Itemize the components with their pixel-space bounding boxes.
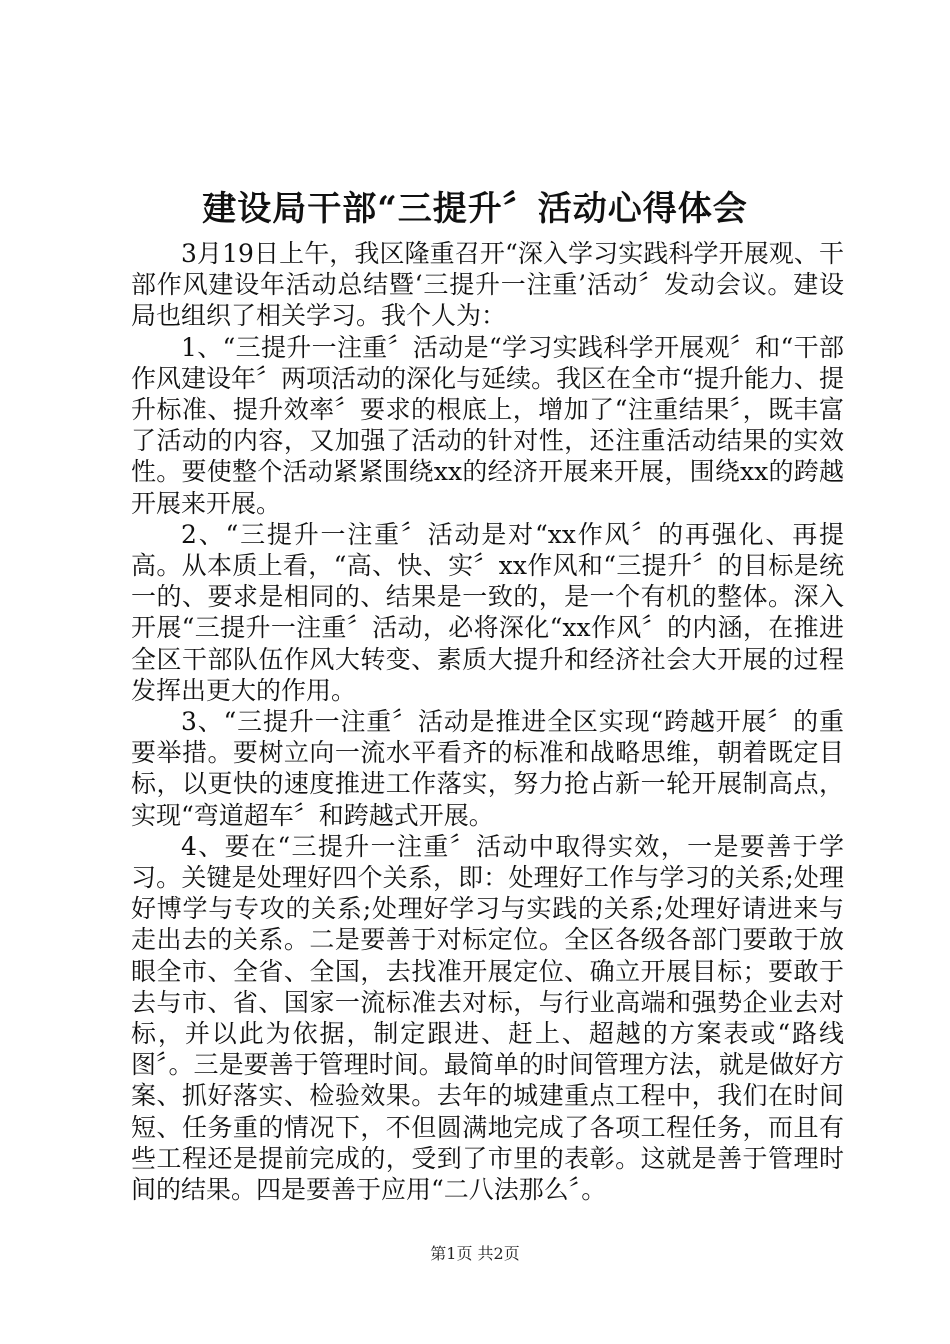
paragraph-point-3: 3、“三提升一注重〞活动是推进全区实现“跨越开展〞的重要举措。要树立向一流水平看齐的标准和战略思维，朝着既定目标，以更快的速度推进工作落实，努力抢占新一轮开展制高点，实现“弯道超车〞和跨越式开展。 (131, 707, 844, 830)
document-title: 建设局干部“三提升〞活动心得体会 (202, 189, 748, 229)
paragraph-point-4: 4、要在“三提升一注重〞活动中取得实效，一是要善于学习。关键是处理好四个关系，即：处理好工作与学习的关系;处理好博学与专攻的关系;处理好学习与实践的关系;处理好请进来与走出去的关系。二是要善于对标定位。全区各级各部门要敢于放眼全市、全省、全国，去找准开展定位、确立开展目标；要敢于去与市、省、国家一流标准去对标，与行业高端和强势企业去对标，并以此为依据，制定跟进、赶上、超越的方案表或“路线图〞。三是要善于管理时间。最简单的时间管理方法，就是做好方案、抓好落实、检验效果。去年的城建重点工程中，我们在时间短、任务重的情况下，不但圆满地完成了各项工程任务，而且有些工程还是提前完成的，受到了市里的表彰。这就是善于管理时间的结果。四是要善于应用“二八法那么〞。 (131, 831, 844, 1205)
page-number-footer: 第1页 共2页 (430, 1244, 520, 1263)
paragraph-point-1: 1、“三提升一注重〞活动是“学习实践科学开展观〞和“干部作风建设年〞两项活动的深化与延续。我区在全市“提升能力、提升标准、提升效率〞要求的根底上，增加了“注重结果〞，既丰富了活动的内容，又加强了活动的针对性，还注重活动结果的实效性。要使整个活动紧紧围绕xx的经济开展来开展，围绕xx的跨越开展来开展。 (131, 332, 844, 518)
paragraph-point-2: 2、“三提升一注重〞活动是对“xx作风〞的再强化、再提高。从本质上看，“高、快、实〞xx作风和“三提升〞的目标是统一的、要求是相同的、结果是一致的，是一个有机的整体。深入开展“三提升一注重〞活动，必将深化“xx作风〞的内涵，在推进全区干部队伍作风大转变、素质大提升和经济社会大开展的过程发挥出更大的作用。 (131, 519, 844, 705)
document-body (131, 238, 844, 1205)
paragraph-intro: 3月19日上午，我区隆重召开“深入学习实践科学开展观、干部作风建设年活动总结暨‘三提升一注重’活动〞发动会议。建设局也组织了相关学习。我个人为： (131, 239, 844, 331)
